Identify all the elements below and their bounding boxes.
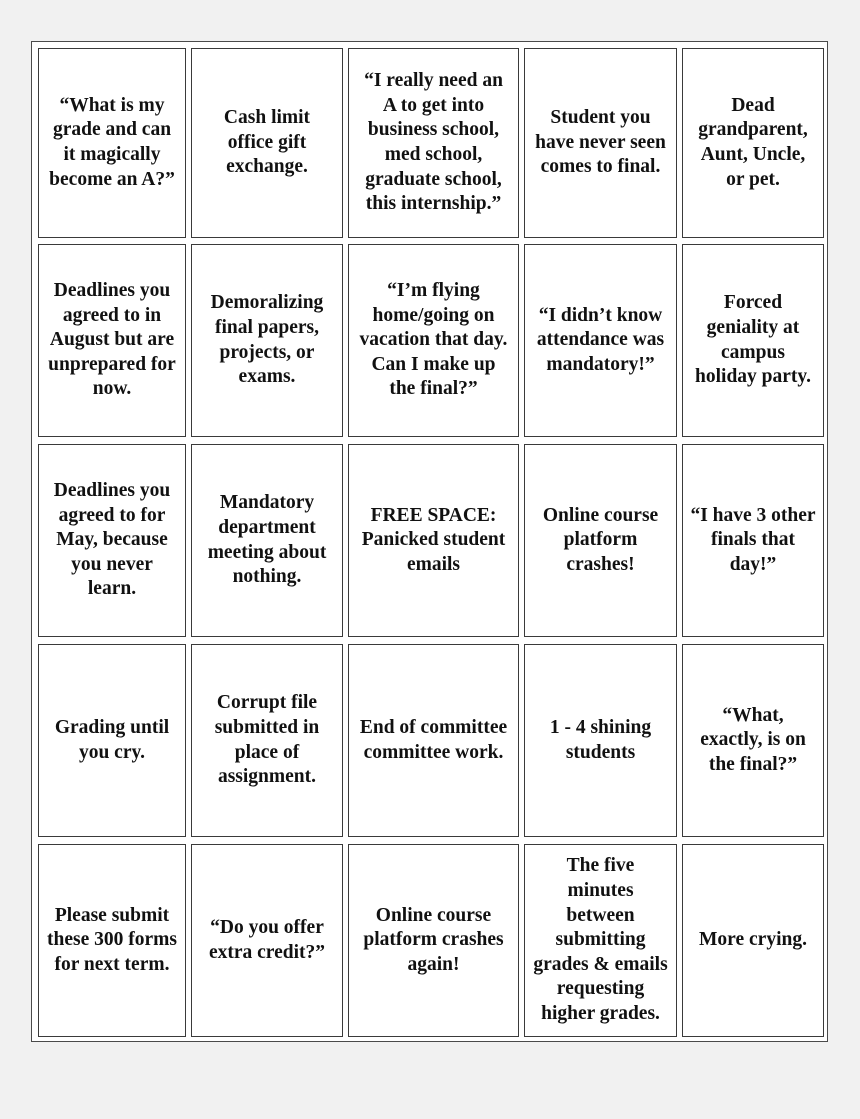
bingo-cell <box>191 844 343 1037</box>
bingo-cell-text: “What, exactly, is on the final?” <box>700 704 806 775</box>
bingo-cell <box>524 244 677 437</box>
bingo-cell-text: Grading until you cry. <box>54 716 170 763</box>
bingo-cell-text: More crying. <box>699 929 807 951</box>
bingo-cell <box>682 844 824 1037</box>
bingo-cell <box>348 844 519 1037</box>
bingo-cell-text: FREE SPACE: Panicked student emails <box>361 504 506 575</box>
bingo-cell <box>682 644 824 837</box>
bingo-cell <box>38 644 186 837</box>
bingo-cell-text: Forced geniality at campus holiday party. <box>695 292 811 388</box>
bingo-cell <box>38 844 186 1037</box>
bingo-cell <box>524 844 677 1037</box>
bingo-cell <box>38 244 186 437</box>
bingo-cell <box>682 48 824 238</box>
bingo-cell free-space <box>348 444 519 637</box>
bingo-cell-text: Demoralizing final papers, projects, or exams. <box>210 292 324 388</box>
bingo-cell-text: Deadlines you agreed to in August but are unprepared for now. <box>48 280 176 400</box>
bingo-cell-text: “Do you offer extra credit?” <box>208 916 326 963</box>
bingo-cell-text: Dead grandparent, Aunt, Uncle, or pet. <box>698 94 808 190</box>
bingo-cell <box>682 444 824 637</box>
bingo-cell <box>348 48 519 238</box>
bingo-cell <box>191 444 343 637</box>
bingo-cell <box>38 48 186 238</box>
bingo-cell <box>191 244 343 437</box>
bingo-cell <box>191 48 343 238</box>
bingo-cell-text: Student you have never seen comes to final. <box>535 107 666 178</box>
bingo-cell <box>524 644 677 837</box>
bingo-cell-text: Deadlines you agreed to for May, because you never learn. <box>53 480 171 600</box>
bingo-cell <box>524 444 677 637</box>
bingo-cell-text: Please submit these 300 forms for next term. <box>47 904 177 975</box>
bingo-cell <box>524 48 677 238</box>
bingo-cell <box>191 644 343 837</box>
bingo-cell-text: “What is my grade and can it magically become an A?” <box>49 94 175 190</box>
bingo-cell-text: Online course platform crashes again! <box>363 904 504 975</box>
bingo-cell-text: End of committee committee work. <box>359 716 508 763</box>
bingo-cell-text: Mandatory department meeting about nothing. <box>207 492 327 588</box>
bingo-cell-text: Online course platform crashes! <box>542 504 659 575</box>
bingo-cell <box>682 244 824 437</box>
bingo-cell-text: “I didn’t know attendance was mandatory!” <box>536 304 665 375</box>
bingo-cell-text: 1 - 4 shining students <box>549 716 652 763</box>
bingo-sheet <box>31 41 828 1042</box>
bingo-cell-text: Corrupt file submitted in place of assignment. <box>214 692 320 788</box>
bingo-cell-text: “I’m flying home/going on vacation that day. Can I make up the final?” <box>359 280 508 400</box>
bingo-cell-text: The five minutes between submitting grades & emails requesting higher grades. <box>533 855 668 1024</box>
bingo-cell <box>348 644 519 837</box>
bingo-cell-text: Cash limit office gift exchange. <box>223 107 311 178</box>
bingo-cell-text: “I have 3 other finals that day!” <box>690 504 816 575</box>
bingo-cell <box>348 244 519 437</box>
bingo-cell-text: “I really need an A to get into business school, med school, graduate school, this internship.” <box>364 70 503 215</box>
bingo-cell <box>38 444 186 637</box>
